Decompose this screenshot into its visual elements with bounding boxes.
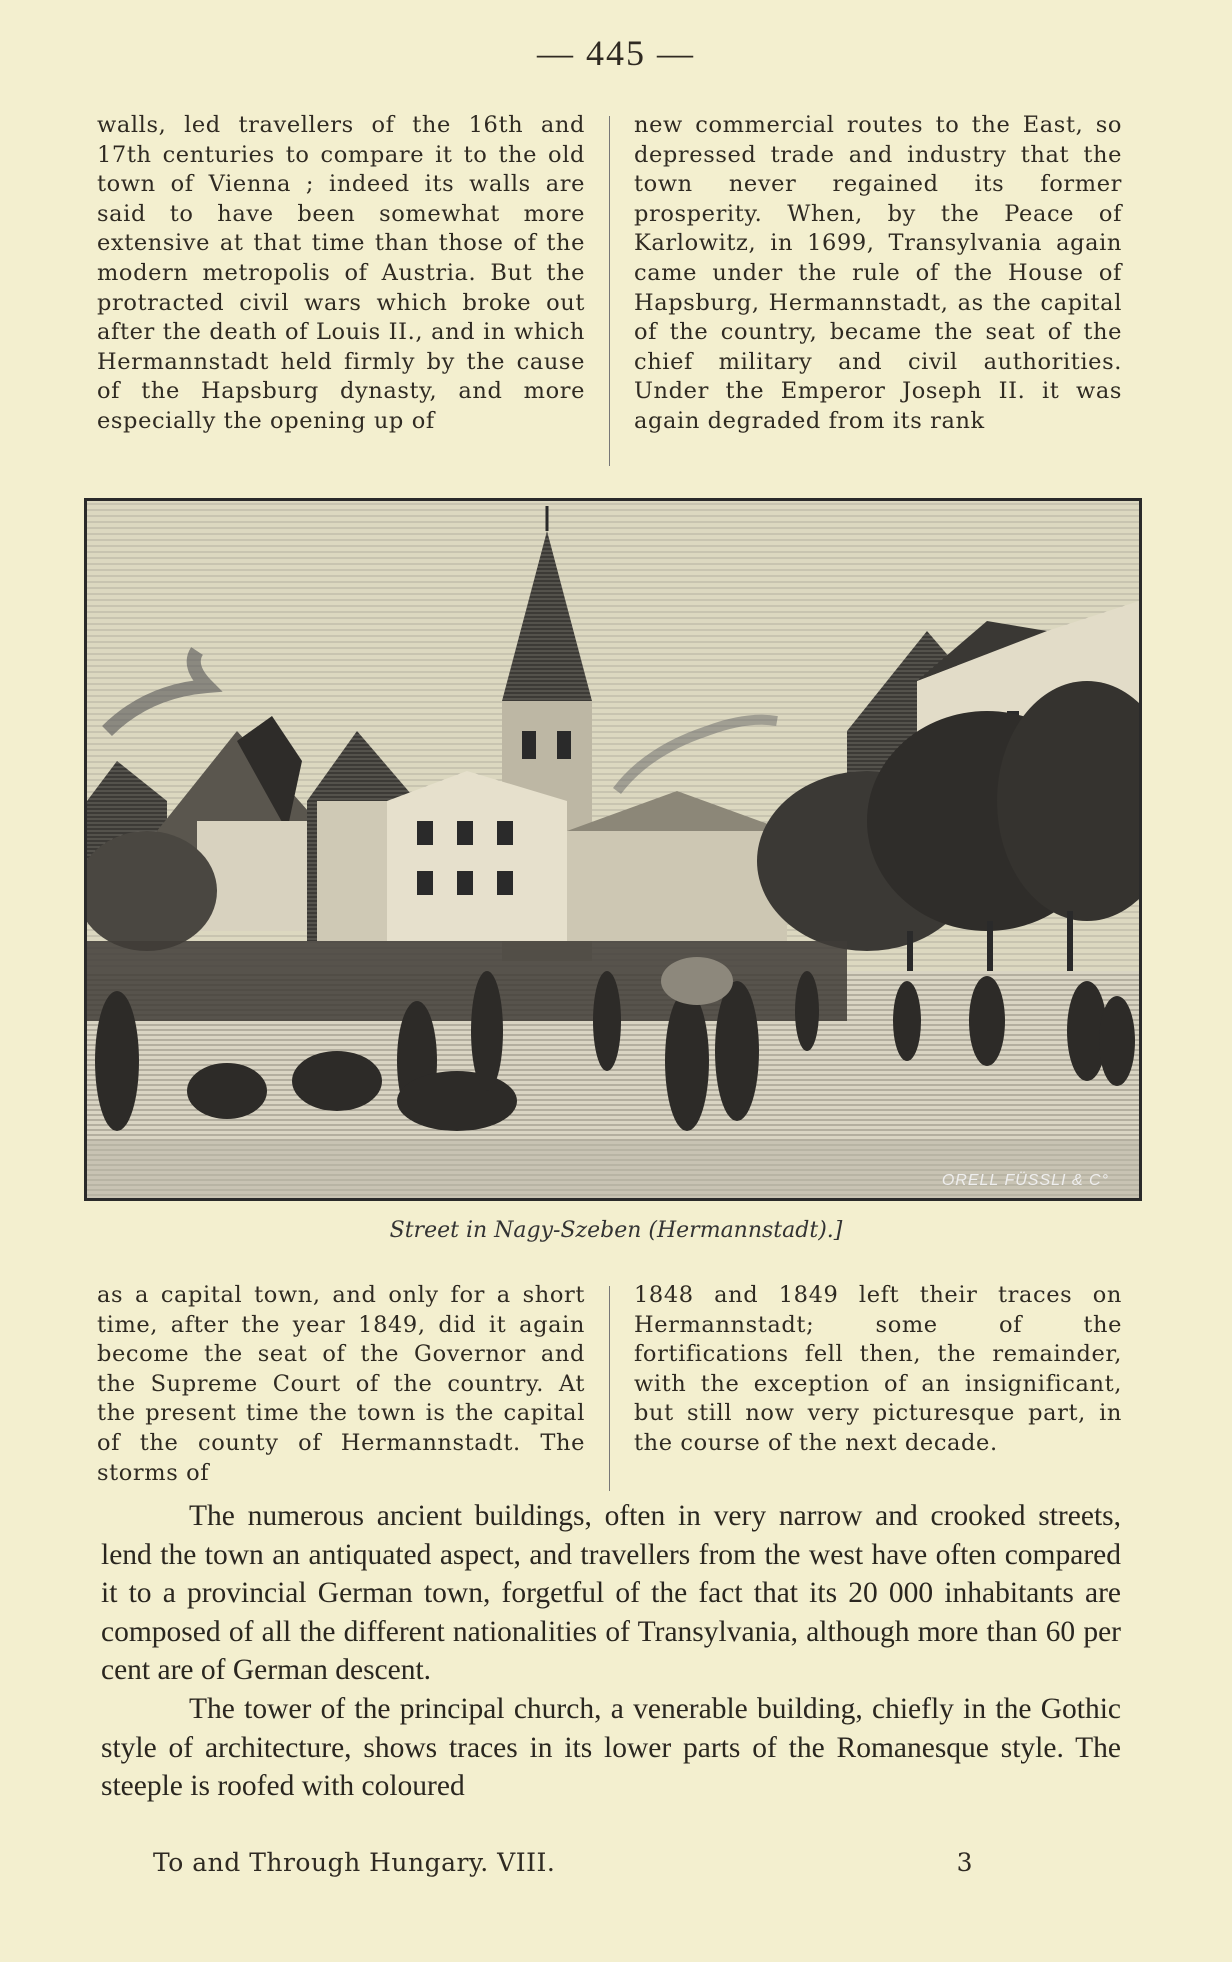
top-left-column: walls, led travellers of the 16th and 17th centuries to compare it to the old town of Vienna ; indeed its walls are said to have been somewhat more extensive at that time than those of the modern metropolis of Austria. But the protracted civil wars which broke out after the death of Louis II., and in which Hermannstadt held firmly by the cause of the Hapsburg dynasty, and more especially the opening up of — [97, 112, 585, 434]
engraving-drawing — [87, 501, 1139, 1198]
bottom-left-column: as a capital town, and only for a short time, after the year 1849, did it again become the seat of the Governor and the Supreme Court of the country. At the present time the town is the capital of the county of Hermannstadt. The storms of — [97, 1282, 585, 1486]
bottom-right-column: 1848 and 1849 left their traces on Hermannstadt; some of the fortifications fell then, the remainder, with the exception of an insignificant, but still now very picturesque part, in the course of the next decade. — [634, 1282, 1122, 1456]
footer-book-title: To and Through Hungary. VIII. — [153, 1848, 556, 1877]
street-engraving — [84, 498, 1142, 1201]
illustration-caption: Street in Nagy-Szeben (Hermannstadt).] — [389, 1218, 843, 1243]
footer-signature: 3 — [956, 1848, 973, 1877]
column-divider-bottom — [609, 1286, 610, 1491]
paragraph-1: The numerous ancient buildings, often in very narrow and crooked streets, lend the town an antiquated aspect, and travellers from the west have often compared it to a provincial German town, forgetful of the fact that its 20 000 inhabitants are composed of all the different nationalities of Transylvania, although more than 60 per cent are of German descent. — [101, 1500, 1121, 1687]
page-footer — [153, 1848, 973, 1877]
engraver-mark: ORELL FÜSSLI & C° — [941, 1172, 1109, 1189]
body-text — [101, 1497, 1121, 1806]
paragraph-2: The tower of the principal church, a venerable building, chiefly in the Gothic style of architecture, shows traces in its lower parts of the Romanesque style. The steeple is roofed with coloured — [101, 1692, 1121, 1803]
column-divider-top — [609, 116, 610, 466]
top-right-column: new commercial routes to the East, so depressed trade and industry that the town never regained its former prosperity. When, by the Peace of Karlowitz, in 1699, Transylvania again came under the rule of the House of Hapsburg, Hermannstadt, as the capital of the country, became the seat of the chief military and civil authorities. Under the Emperor Joseph II. it was again degraded from its rank — [634, 112, 1122, 434]
page-number: — 445 — — [537, 33, 695, 73]
